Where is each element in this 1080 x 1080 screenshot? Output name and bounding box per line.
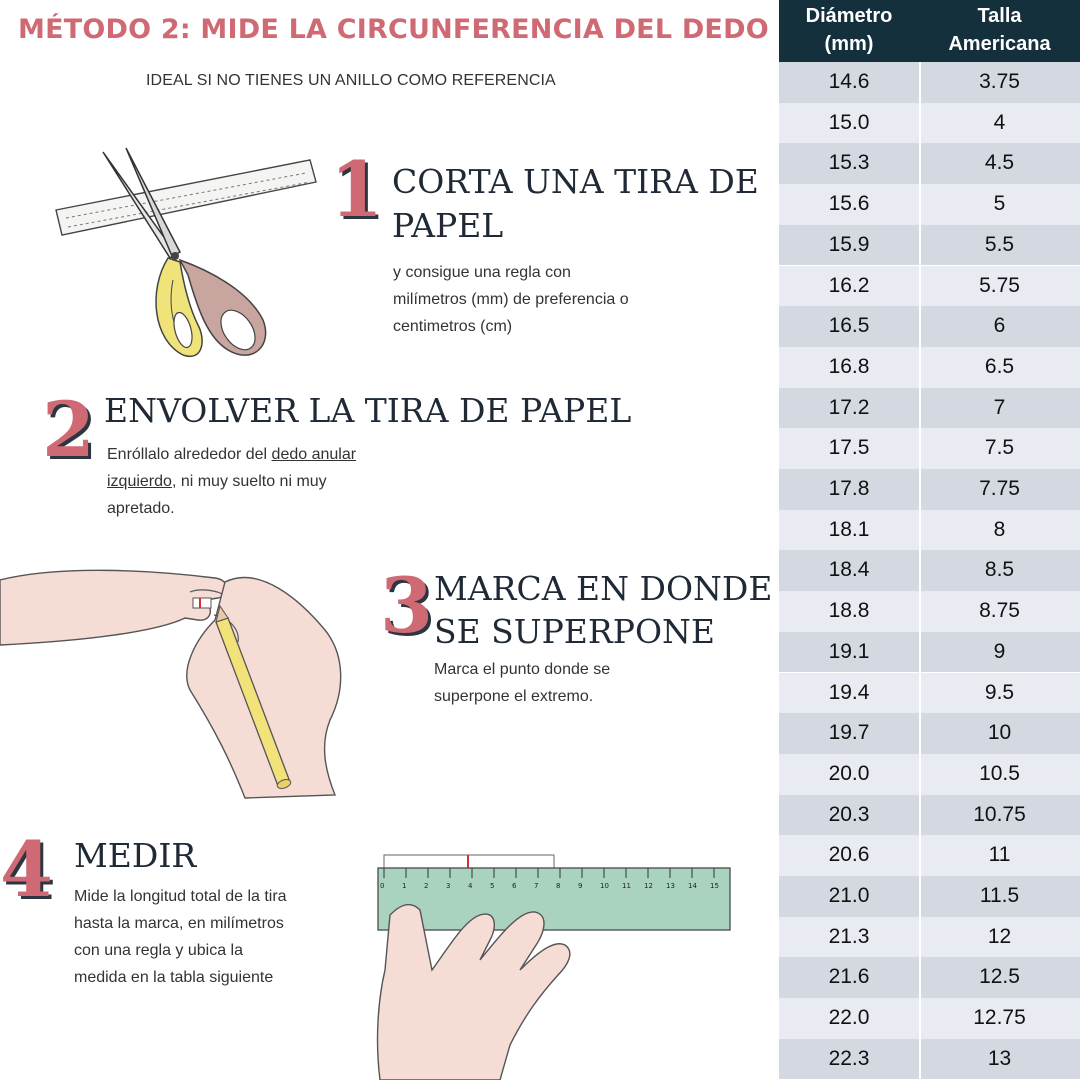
ruler-tick-label: 8 [556, 882, 561, 890]
step-4-text-line2: hasta la marca, en milímetros [74, 915, 284, 932]
step-4-text-line4: medida en la tabla siguiente [74, 969, 274, 986]
step-4-number: 4 [0, 825, 53, 914]
diameter-cell: 16.8 [828, 354, 870, 378]
step-3-title-line1: MARCA EN DONDE [434, 569, 773, 608]
table-column-divider [919, 62, 921, 1080]
diameter-cell: 20.3 [828, 802, 870, 826]
diameter-cell: 20.0 [828, 761, 870, 785]
step-3-text-line1: Marca el punto donde se [434, 661, 611, 678]
ruler-tick-label: 3 [446, 882, 451, 890]
page-title: MÉTODO 2: MIDE LA CIRCUNFERENCIA DEL DEDO [18, 14, 769, 45]
us-size-cell: 9.5 [984, 680, 1015, 704]
step-2-text-line1u: dedo anular [271, 446, 357, 463]
table-row [779, 550, 1080, 591]
table-row [779, 388, 1080, 429]
table-row [779, 62, 1080, 103]
us-size-cell: 8.75 [979, 599, 1020, 623]
header-diameter-line1: Diámetro [805, 5, 893, 27]
us-size-cell: 10 [987, 721, 1012, 745]
step-2-text-line2b: , ni muy suelto ni muy [171, 473, 327, 490]
us-size-cell: 6 [993, 314, 1006, 338]
step-4-title: MEDIR [74, 836, 197, 875]
ruler-tick-label: 0 [380, 882, 385, 890]
ruler-tick-label: 15 [710, 882, 719, 890]
step-4-text-line3: con una regla y ubica la [74, 942, 243, 959]
table-header [779, 0, 1080, 62]
table-row [779, 835, 1080, 876]
ruler-tick-label: 2 [424, 882, 429, 890]
header-us-size [919, 2, 1080, 58]
us-size-cell: 11.5 [979, 884, 1020, 907]
ruler-tick-label: 12 [644, 882, 653, 890]
diameter-cell: 14.6 [828, 70, 870, 93]
diameter-cell: 19.1 [828, 639, 870, 663]
diameter-cell: 22.3 [828, 1046, 870, 1070]
step-3-title-line2: SE SUPERPONE [434, 612, 715, 651]
diameter-cell: 18.1 [828, 517, 870, 541]
step-1-title-line1: CORTA UNA TIRA DE [392, 162, 759, 201]
us-size-cell: 13 [987, 1046, 1012, 1070]
us-size-cell: 10.75 [973, 802, 1026, 826]
us-size-cell: 8 [993, 517, 1006, 541]
ruler-tick-label: 14 [688, 882, 697, 890]
page-subtitle: IDEAL SI NO TIENES UN ANILLO COMO REFERENCIA [146, 72, 556, 89]
us-size-cell: 5 [993, 192, 1006, 216]
us-size-cell: 12.5 [979, 965, 1020, 989]
diameter-cell: 17.2 [828, 395, 870, 419]
us-size-cell: 7 [993, 395, 1006, 419]
us-size-cell: 12.75 [973, 1006, 1026, 1030]
header-us-size-line2: Americana [948, 33, 1051, 55]
header-diameter-line2: (mm) [824, 33, 874, 55]
step-2-text-line3: apretado. [107, 500, 175, 517]
ruler-tick-labels [378, 882, 730, 894]
diameter-cell: 17.5 [828, 436, 870, 460]
size-table [779, 0, 1080, 1080]
step-2-number: 2 [42, 385, 95, 474]
step-1-text-line1: y consigue una regla con [393, 264, 571, 281]
table-row [779, 957, 1080, 998]
header-us-size-line1: Talla [977, 5, 1022, 27]
diameter-cell: 22.0 [828, 1006, 870, 1030]
diameter-cell: 21.6 [828, 965, 870, 989]
diameter-cell: 16.2 [828, 273, 870, 297]
us-size-cell: 5.75 [979, 273, 1020, 297]
diameter-cell: 15.3 [828, 151, 870, 175]
ruler-tick-label: 1 [402, 882, 407, 890]
table-row [779, 754, 1080, 795]
ruler-tick-label: 5 [490, 882, 495, 890]
scissors-icon [48, 140, 328, 365]
step-2-text [107, 441, 437, 522]
diameter-cell: 21.0 [828, 884, 870, 907]
table-row [779, 225, 1080, 266]
ruler-tick-label: 9 [578, 882, 583, 890]
us-size-cell: 6.5 [984, 354, 1015, 378]
us-size-cell: 4.5 [984, 151, 1015, 175]
step-4-text-line1: Mide la longitud total de la tira [74, 888, 287, 905]
diameter-cell: 19.4 [828, 680, 870, 704]
table-row [779, 632, 1080, 673]
table-row [779, 510, 1080, 551]
table-row [779, 266, 1080, 307]
ruler-tick-label: 10 [600, 882, 609, 890]
us-size-cell: 3.75 [979, 70, 1020, 93]
us-size-cell: 11 [988, 843, 1011, 867]
table-row [779, 713, 1080, 754]
step-1-text-line3: centimetros (cm) [393, 318, 513, 335]
step-1-text-line2: milímetros (mm) de preferencia o [393, 291, 629, 308]
hand-ruler-icon [350, 850, 735, 1080]
us-size-cell: 12 [987, 924, 1012, 948]
us-size-cell: 9 [993, 639, 1006, 663]
hand-pencil-icon [0, 560, 372, 800]
step-1-title-line2: PAPEL [392, 206, 504, 245]
step-2-text-line1a: Enróllalo alrededor del [107, 446, 272, 463]
table-row [779, 876, 1080, 917]
diameter-cell: 15.6 [828, 192, 870, 216]
diameter-cell: 17.8 [828, 477, 870, 500]
diameter-cell: 21.3 [828, 924, 870, 948]
table-row [779, 103, 1080, 144]
table-row [779, 306, 1080, 347]
step-3-number: 3 [380, 561, 433, 650]
header-diameter [779, 2, 919, 58]
diameter-cell: 15.0 [828, 110, 870, 134]
table-row [779, 347, 1080, 388]
table-row [779, 428, 1080, 469]
table-row [779, 143, 1080, 184]
table-row [779, 795, 1080, 836]
us-size-cell: 7.75 [979, 477, 1020, 500]
ruler-tick-label: 13 [666, 882, 675, 890]
ruler-tick-label: 11 [622, 882, 631, 890]
diameter-cell: 16.5 [828, 314, 870, 338]
us-size-cell: 8.5 [984, 558, 1015, 582]
table-row [779, 998, 1080, 1039]
step-2-title: ENVOLVER LA TIRA DE PAPEL [104, 391, 632, 430]
table-row [779, 184, 1080, 225]
ruler-tick-label: 6 [512, 882, 517, 890]
table-row [779, 469, 1080, 510]
ruler-tick-label: 7 [534, 882, 539, 890]
us-size-cell: 7.5 [984, 436, 1015, 460]
table-row [779, 591, 1080, 632]
us-size-cell: 5.5 [984, 232, 1015, 256]
us-size-cell: 4 [993, 110, 1006, 134]
diameter-cell: 18.4 [828, 558, 870, 582]
table-row [779, 1039, 1080, 1080]
step-3-text-line2: superpone el extremo. [434, 688, 594, 705]
us-size-cell: 10.5 [979, 761, 1020, 785]
table-row [779, 917, 1080, 958]
diameter-cell: 20.6 [828, 843, 870, 867]
table-row [779, 673, 1080, 714]
step-1-number: 1 [330, 145, 383, 234]
step-2-text-line2u: izquierdo [107, 473, 172, 490]
diameter-cell: 15.9 [828, 232, 870, 256]
ruler-tick-label: 4 [468, 882, 473, 890]
diameter-cell: 19.7 [828, 721, 870, 745]
diameter-cell: 18.8 [828, 599, 870, 623]
